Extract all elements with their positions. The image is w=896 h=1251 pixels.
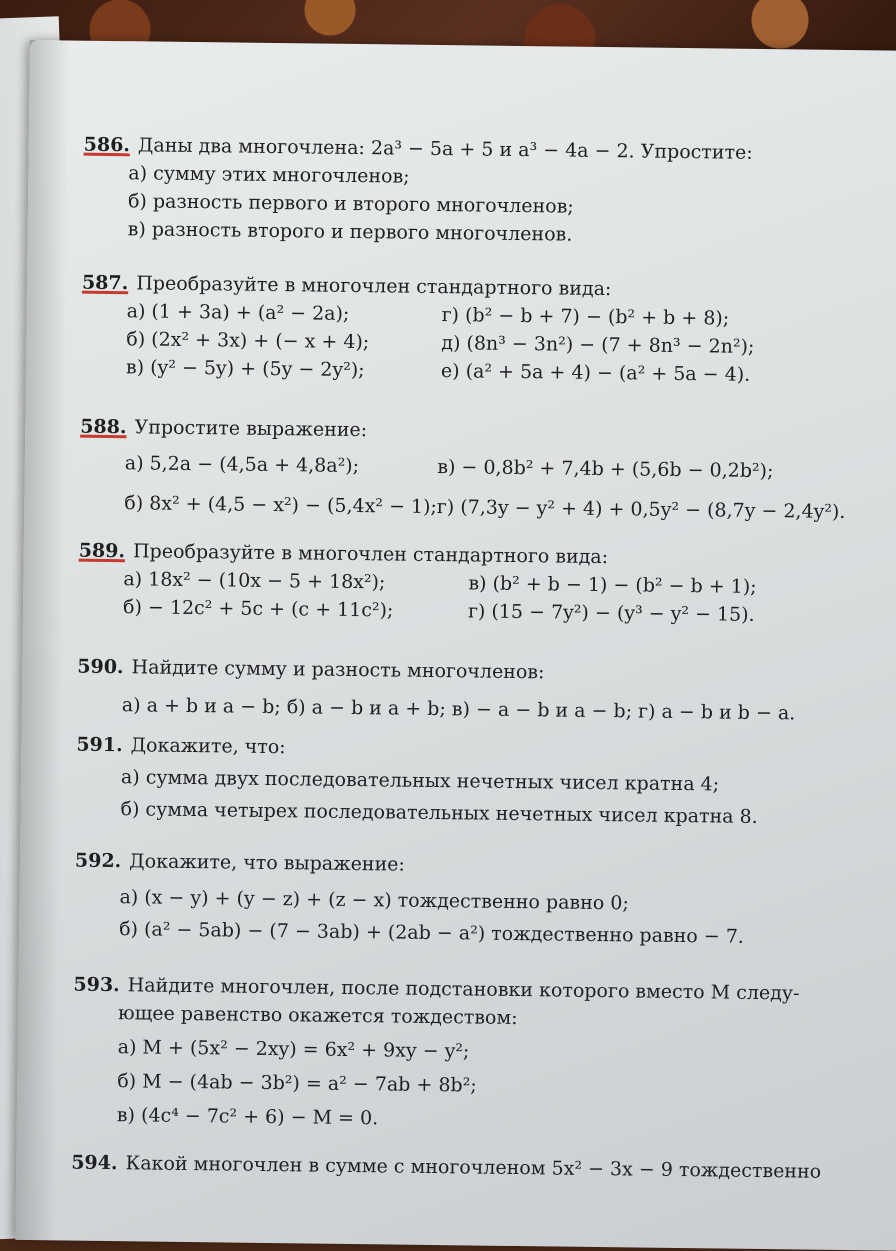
problem-587	[81, 269, 842, 390]
problem-item: а) 18x² − (10x − 5 + 18x²);	[123, 568, 386, 594]
problem-item: а) сумму этих многочленов;	[128, 162, 410, 188]
problem-588	[79, 413, 846, 526]
problem-item: б) (a² − 5ab) − (7 − 3ab) + (2ab − a²) тождественно равно − 7.	[119, 918, 745, 948]
problem-number: 586.	[83, 133, 131, 157]
problem-number: 590.	[77, 655, 124, 679]
problem-number: 593.	[73, 973, 120, 997]
problem-item: а) a + b и a − b; б) a − b и a + b; в) − a − b и a − b; г) a − b и b − a.	[121, 694, 796, 725]
problem-item: а) M + (5x² − 2xy) = 6x² + 9xy − y²;	[117, 1036, 470, 1063]
problem-item: а) (1 + 3a) + (a² − 2a);	[126, 300, 350, 325]
problem-number: 591.	[76, 733, 123, 757]
problem-title: Какой многочлен в сумме с многочленом 5x² − 3x − 9 тождественно	[125, 1152, 822, 1183]
problem-593	[72, 971, 834, 1138]
problem-item: б) разность первого и второго многочленов;	[127, 190, 574, 218]
problem-item: а) (x − y) + (y − z) + (z − x) тождественно равно 0;	[119, 886, 629, 915]
problem-591	[75, 731, 836, 832]
problem-item: в) разность второго и первого многочленов.	[127, 218, 573, 246]
problem-number: 589.	[78, 539, 126, 563]
problem-item: г) (7,3y − y² + 4) + 0,5y² − (8,7y − 2,4y²).	[436, 496, 846, 523]
problem-item: в) − 0,8b² + 7,4b + (5,6b − 0,2b²);	[437, 456, 774, 483]
problem-item: б) (2x² + 3x) + (− x + 4);	[126, 328, 370, 354]
problem-item: б) 8x² + (4,5 − x²) − (5,4x² − 1);	[124, 492, 438, 519]
problem-item: д) (8n³ − 3n²) − (7 + 8n³ − 2n²);	[441, 332, 755, 358]
problem-title: Упростите выражение:	[134, 416, 368, 442]
problem-title: Найдите сумму и разность многочленов:	[131, 656, 545, 684]
problem-590	[77, 653, 838, 728]
problem-item: в) (y² − 5y) + (5y − 2y²);	[125, 356, 365, 382]
problem-item: г) (b² − b + 7) − (b² + b + 8);	[441, 304, 730, 330]
problem-title-continued: ющее равенство окажется тождеством:	[117, 1002, 518, 1030]
problem-title: Найдите многочлен, после подстановки которого вместо M следу-	[127, 974, 800, 1005]
problem-item: е) (a² + 5a + 4) − (a² + 5a − 4).	[440, 360, 751, 386]
problem-number: 594.	[71, 1151, 118, 1175]
problem-title: Преобразуйте в многочлен стандартного вида:	[132, 540, 609, 569]
problem-item: б) − 12c² + 5c + (c + 11c²);	[122, 596, 394, 622]
problem-number: 587.	[81, 271, 129, 295]
problem-592	[74, 847, 835, 952]
problem-589	[78, 537, 839, 630]
problem-594	[71, 1149, 831, 1186]
problem-title: Докажите, что выражение:	[129, 850, 405, 876]
problem-item: г) (15 − 7y²) − (y³ − y² − 15).	[467, 600, 755, 626]
problem-item: б) M − (4ab − 3b²) = a² − 7ab + 8b²;	[117, 1070, 477, 1097]
problem-number: 588.	[80, 415, 127, 439]
problem-item: а) сумма двух последовательных нечетных чисел кратна 4;	[120, 766, 720, 796]
problem-number: 592.	[74, 849, 122, 873]
problem-title: Преобразуйте в многочлен стандартного вида:	[136, 272, 612, 301]
problem-title: Докажите, что:	[130, 734, 286, 759]
textbook-page	[15, 40, 896, 1251]
problem-item: в) (4c⁴ − 7c² + 6) − M = 0.	[116, 1104, 379, 1130]
problem-item: в) (b² + b − 1) − (b² − b + 1);	[468, 572, 757, 598]
problem-title: Даны два многочлена: 2a³ − 5a + 5 и a³ − 4a − 2. Упростите:	[137, 134, 753, 164]
problem-586	[83, 131, 844, 252]
problem-item: б) сумма четырех последовательных нечетных чисел кратна 8.	[120, 798, 758, 828]
problem-item: а) 5,2a − (4,5a + 4,8a²);	[124, 452, 360, 478]
